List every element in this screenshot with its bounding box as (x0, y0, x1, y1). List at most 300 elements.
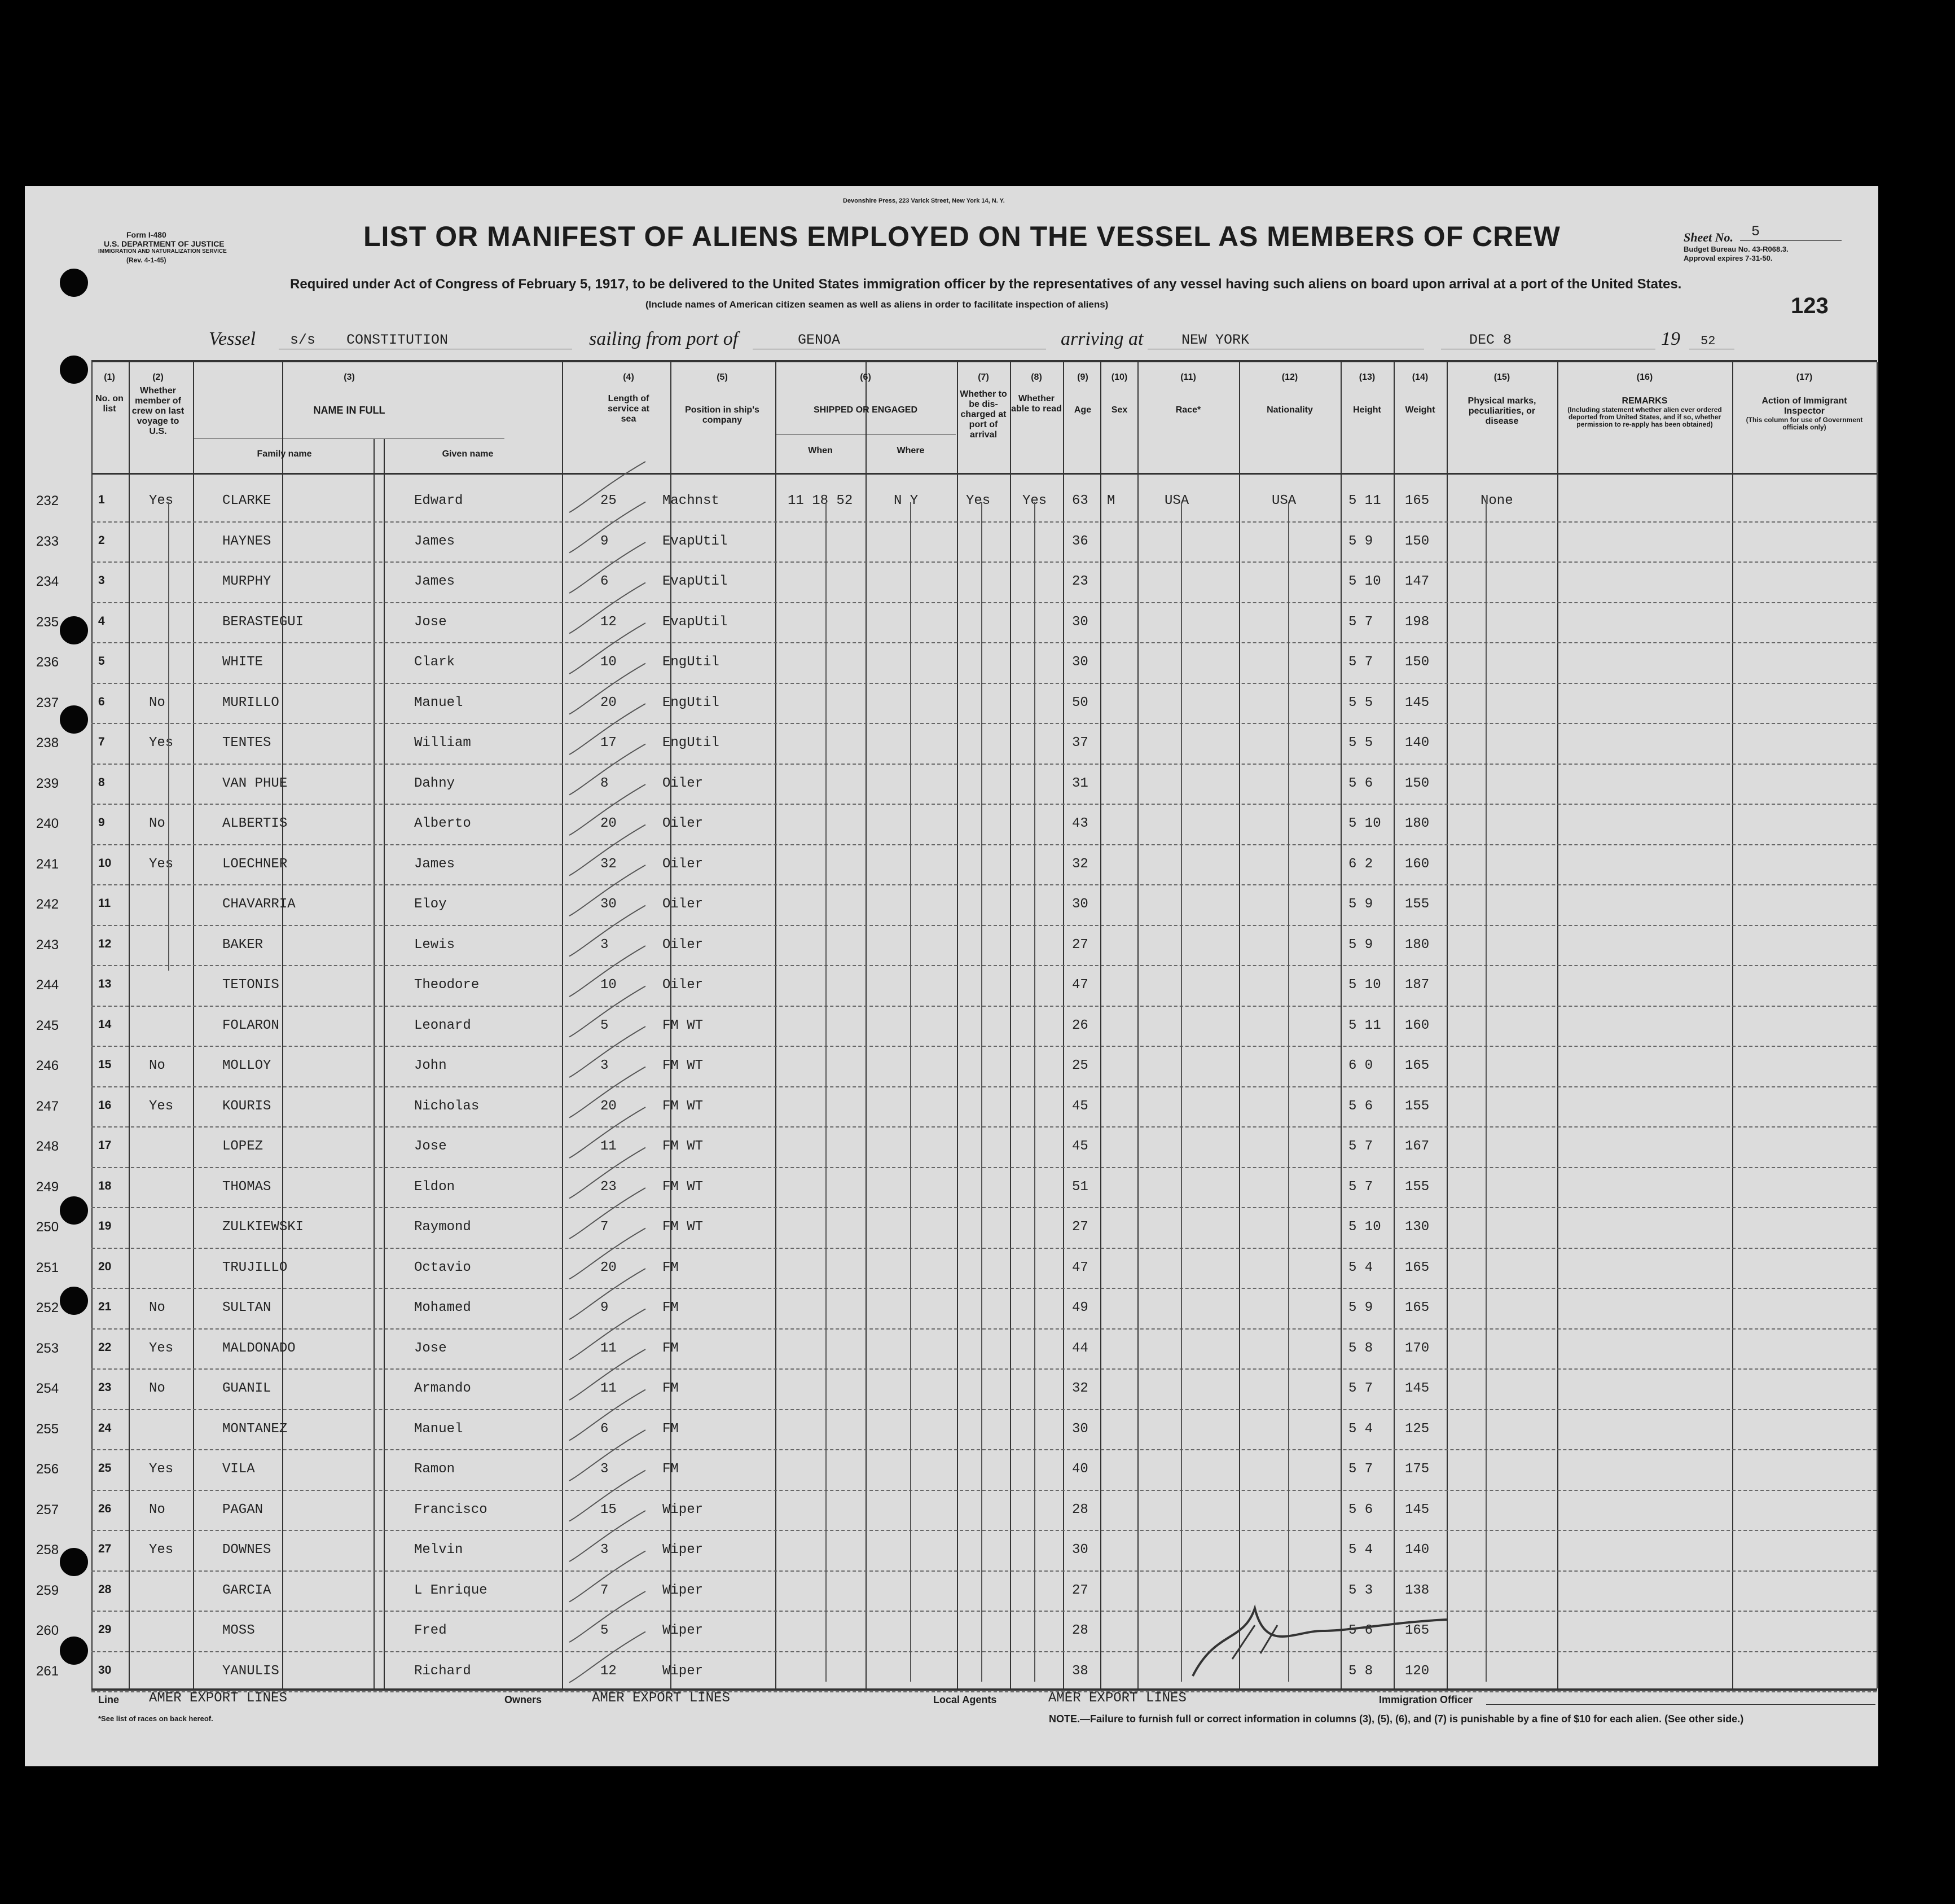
col-17-number: (17) (1796, 372, 1813, 382)
cell-family: TENTES (222, 735, 271, 751)
cell-given: Mohamed (414, 1300, 471, 1315)
cell-where: N Y (894, 493, 919, 508)
cell-position: FM WT (662, 1219, 704, 1235)
cell-seq: 234 (36, 574, 59, 589)
cell-family: FOLARON (222, 1017, 279, 1033)
handwritten-marks (25, 186, 1878, 1766)
cell-seq: 241 (36, 856, 59, 872)
cell-family: BERASTEGUI (222, 614, 304, 630)
cell-position: FM (662, 1300, 679, 1315)
cell-age: 27 (1072, 1219, 1088, 1235)
cell-no: 8 (98, 775, 105, 789)
cell-age: 45 (1072, 1139, 1088, 1154)
cell-seq: 254 (36, 1381, 59, 1396)
cell-given: Francisco (414, 1502, 487, 1517)
cell-last: No (149, 816, 165, 831)
cell-height: 5 7 (1348, 614, 1373, 630)
col-9-number: (9) (1077, 372, 1088, 382)
cell-position: Oiler (662, 977, 704, 993)
cell-no: 3 (98, 574, 105, 587)
cell-height: 5 8 (1348, 1340, 1373, 1356)
cell-no: 30 (98, 1663, 112, 1677)
cell-age: 30 (1072, 614, 1088, 630)
cell-age: 30 (1072, 1542, 1088, 1558)
cell-height: 5 10 (1348, 1219, 1381, 1235)
cell-family: BAKER (222, 937, 263, 953)
cell-weight: 187 (1405, 977, 1430, 993)
cell-seq: 258 (36, 1542, 59, 1558)
cell-age: 44 (1072, 1340, 1088, 1356)
cell-height: 6 2 (1348, 856, 1373, 872)
cell-service: 3 (600, 1462, 609, 1477)
cell-last: Yes (149, 1542, 174, 1558)
cell-no: 7 (98, 735, 105, 748)
checkmark-strokes (169, 462, 1486, 1683)
col-5-label: Position in ship's company (685, 405, 759, 425)
cell-family: TETONIS (222, 977, 279, 993)
cell-no: 27 (98, 1542, 112, 1555)
cell-family: MONTANEZ (222, 1421, 288, 1437)
cell-position: Oiler (662, 775, 704, 791)
cell-service: 15 (600, 1502, 617, 1517)
year-prefix: 19 (1661, 328, 1680, 349)
cell-last: Yes (149, 1098, 174, 1114)
col-12-label: Nationality (1267, 405, 1313, 415)
cell-no: 18 (98, 1179, 112, 1192)
cell-weight: 145 (1405, 695, 1430, 710)
officer-line (1486, 1704, 1875, 1705)
col-13-number: (13) (1359, 372, 1376, 382)
cell-service: 7 (600, 1582, 609, 1598)
sheet-number: 5 (1751, 223, 1760, 240)
cell-seq: 238 (36, 735, 59, 751)
col-1-number: (1) (104, 372, 115, 382)
cell-service: 11 (600, 1139, 617, 1154)
cell-given: Eloy (414, 897, 447, 912)
cell-no: 11 (98, 897, 111, 910)
cell-no: 2 (98, 533, 105, 547)
vessel-label: Vessel (209, 328, 256, 349)
cell-last: Yes (149, 735, 174, 751)
cell-service: 7 (600, 1219, 609, 1235)
arrival-date: DEC 8 (1469, 332, 1512, 348)
cell-given: Jose (414, 614, 447, 630)
cell-last: No (149, 695, 165, 710)
cell-position: FM (662, 1340, 679, 1356)
cell-weight: 165 (1405, 1260, 1430, 1275)
cell-family: THOMAS (222, 1179, 271, 1195)
cell-given: Dahny (414, 775, 455, 791)
given-name-header: Given name (442, 449, 494, 459)
cell-age: 30 (1072, 655, 1088, 670)
cell-no: 17 (98, 1139, 112, 1152)
cell-age: 23 (1072, 574, 1088, 589)
cell-no: 12 (98, 937, 112, 950)
cell-seq: 232 (36, 493, 59, 508)
form-revision: (Rev. 4-1-45) (126, 256, 166, 264)
col-16-number: (16) (1636, 372, 1653, 382)
col-8-number: (8) (1031, 372, 1042, 382)
cell-family: ZULKIEWSKI (222, 1219, 304, 1235)
cell-service: 9 (600, 1300, 609, 1315)
tally-stroke (569, 1471, 645, 1521)
cell-given: L Enrique (414, 1582, 487, 1598)
col-14-label: Weight (1405, 405, 1435, 415)
cell-service: 23 (600, 1179, 617, 1195)
cell-height: 5 7 (1348, 1139, 1373, 1154)
cell-weight: 180 (1405, 937, 1430, 953)
cell-weight: 155 (1405, 1179, 1430, 1195)
cell-age: 27 (1072, 1582, 1088, 1598)
col-3-label: NAME IN FULL (313, 405, 385, 416)
cell-given: James (414, 533, 455, 549)
cell-position: EvapUtil (662, 574, 728, 589)
cell-seq: 252 (36, 1300, 59, 1315)
cell-height: 5 10 (1348, 816, 1381, 831)
tally-stroke (569, 1229, 645, 1279)
col-7-label: Whether to be dis-charged at port of arrival (960, 389, 1007, 440)
cell-family: WHITE (222, 655, 263, 670)
cell-height: 5 10 (1348, 977, 1381, 993)
cell-position: Machnst (662, 493, 719, 508)
cell-family: DOWNES (222, 1542, 271, 1558)
cell-position: FM WT (662, 1098, 704, 1114)
cell-weight: 155 (1405, 897, 1430, 912)
cell-position: Oiler (662, 897, 704, 912)
cell-height: 5 9 (1348, 897, 1373, 912)
cell-seq: 240 (36, 816, 59, 831)
tally-stroke (569, 542, 645, 593)
cell-seq: 251 (36, 1260, 59, 1275)
cell-no: 21 (98, 1300, 112, 1313)
cell-nationality: USA (1272, 493, 1297, 508)
cell-position: FM (662, 1462, 679, 1477)
arrival-port: NEW YORK (1181, 332, 1250, 348)
col-13-label: Height (1353, 405, 1381, 415)
cell-position: Wiper (662, 1582, 704, 1598)
cell-position: EngUtil (662, 655, 719, 670)
printer-line: Devonshire Press, 223 Varick Street, New York 14, N. Y. (843, 198, 1005, 204)
cell-seq: 261 (36, 1663, 59, 1679)
cell-age: 32 (1072, 856, 1088, 872)
cell-weight: 150 (1405, 655, 1430, 670)
cell-height: 5 11 (1348, 1017, 1381, 1033)
cell-height: 5 9 (1348, 1300, 1373, 1315)
cell-service: 20 (600, 1098, 617, 1114)
cell-given: Theodore (414, 977, 480, 993)
cell-no: 26 (98, 1502, 112, 1515)
owners-label: Owners (504, 1694, 542, 1705)
cell-height: 5 7 (1348, 655, 1373, 670)
col-11-number: (11) (1180, 372, 1196, 382)
cell-age: 28 (1072, 1502, 1088, 1517)
cell-seq: 253 (36, 1340, 59, 1356)
cell-height: 5 4 (1348, 1421, 1373, 1437)
cell-height: 5 10 (1348, 574, 1381, 589)
col-2-number: (2) (152, 372, 164, 382)
cell-height: 5 5 (1348, 695, 1373, 710)
cell-last: No (149, 1381, 165, 1396)
cell-seq: 246 (36, 1058, 59, 1073)
cell-given: Jose (414, 1340, 447, 1356)
col-12-number: (12) (1281, 372, 1298, 382)
cell-when: 11 18 52 (788, 493, 853, 508)
cell-given: Edward (414, 493, 463, 508)
cell-service: 5 (600, 1017, 609, 1033)
cell-given: James (414, 856, 455, 872)
where-header: Where (897, 446, 925, 455)
tally-stroke (569, 1107, 645, 1158)
cell-seq: 260 (36, 1623, 59, 1638)
cell-given: Octavio (414, 1260, 471, 1275)
arrival-year: 52 (1701, 334, 1716, 348)
cell-last: Yes (149, 493, 174, 508)
cell-age: 47 (1072, 1260, 1088, 1275)
cell-family: ALBERTIS (222, 816, 288, 831)
cell-service: 11 (600, 1381, 617, 1396)
cell-given: Ramon (414, 1462, 455, 1477)
cell-no: 1 (98, 493, 105, 506)
cell-last: Yes (149, 1340, 174, 1356)
cell-age: 45 (1072, 1098, 1088, 1114)
cell-given: Manuel (414, 1421, 463, 1437)
col-11-label: Race* (1175, 405, 1201, 415)
cell-height: 5 9 (1348, 937, 1373, 953)
cell-position: FM (662, 1260, 679, 1275)
cell-service: 10 (600, 977, 617, 993)
sailing-label: sailing from port of (589, 328, 739, 349)
col-4-number: (4) (623, 372, 634, 382)
cell-family: CLARKE (222, 493, 271, 508)
cell-service: 30 (600, 897, 617, 912)
when-header: When (808, 446, 833, 455)
tally-stroke (569, 664, 645, 714)
cell-service: 3 (600, 1542, 609, 1558)
cell-seq: 245 (36, 1017, 59, 1033)
cell-family: KOURIS (222, 1098, 271, 1114)
cell-service: 25 (600, 493, 617, 508)
col-2-label: Whether member of crew on last voyage to U.S. (131, 386, 184, 436)
cell-position: FM (662, 1381, 679, 1396)
cell-position: Oiler (662, 937, 704, 953)
cell-weight: 140 (1405, 1542, 1430, 1558)
cell-weight: 170 (1405, 1340, 1430, 1356)
cell-weight: 140 (1405, 735, 1430, 751)
cell-given: Melvin (414, 1542, 463, 1558)
cell-last: Yes (149, 856, 174, 872)
cell-service: 3 (600, 937, 609, 953)
cell-given: Nicholas (414, 1098, 480, 1114)
cell-position: FM WT (662, 1179, 704, 1195)
cell-family: MOLLOY (222, 1058, 271, 1073)
cell-service: 5 (600, 1623, 609, 1638)
cell-service: 10 (600, 655, 617, 670)
service-name: IMMIGRATION AND NATURALIZATION SERVICE (98, 248, 227, 255)
cell-service: 12 (600, 614, 617, 630)
cell-weight: 145 (1405, 1502, 1430, 1517)
cell-family: TRUJILLO (222, 1260, 288, 1275)
cell-position: FM WT (662, 1017, 704, 1033)
tally-stroke (569, 502, 645, 553)
col-5-number: (5) (717, 372, 728, 382)
tally-stroke (569, 784, 645, 835)
cell-given: Richard (414, 1663, 471, 1679)
tally-stroke (569, 1269, 645, 1319)
cell-height: 5 9 (1348, 533, 1373, 549)
cell-weight: 175 (1405, 1462, 1430, 1477)
inspector-signature (1193, 1608, 1447, 1676)
cell-age: 63 (1072, 493, 1088, 508)
cell-family: LOPEZ (222, 1139, 263, 1154)
agents-value: AMER EXPORT LINES (1048, 1691, 1187, 1706)
cell-position: EvapUtil (662, 533, 728, 549)
cell-service: 12 (600, 1663, 617, 1679)
cell-age: 49 (1072, 1300, 1088, 1315)
budget-bureau: Budget Bureau No. 43-R068.3. (1684, 245, 1789, 253)
cell-age: 30 (1072, 1421, 1088, 1437)
cell-seq: 237 (36, 695, 59, 710)
cell-position: Oiler (662, 816, 704, 831)
cell-height: 5 5 (1348, 735, 1373, 751)
cell-height: 6 0 (1348, 1058, 1373, 1073)
cell-family: VAN PHUE (222, 775, 288, 791)
col-10-label: Sex (1111, 405, 1128, 415)
cell-seq: 250 (36, 1219, 59, 1235)
cell-seq: 244 (36, 977, 59, 993)
cell-no: 29 (98, 1623, 112, 1636)
cell-age: 27 (1072, 937, 1088, 953)
cell-given: Jose (414, 1139, 447, 1154)
cell-age: 37 (1072, 735, 1088, 751)
cell-height: 5 6 (1348, 775, 1373, 791)
cell-service: 32 (600, 856, 617, 872)
arriving-label: arriving at (1061, 328, 1144, 349)
cell-height: 5 7 (1348, 1462, 1373, 1477)
approval-expires: Approval expires 7-31-50. (1684, 254, 1773, 262)
stamp-number: 123 (1791, 293, 1829, 318)
cell-age: 51 (1072, 1179, 1088, 1195)
cell-no: 23 (98, 1381, 112, 1394)
cell-no: 6 (98, 695, 105, 708)
cell-seq: 242 (36, 897, 59, 912)
tally-stroke (569, 1430, 645, 1481)
col-15-number: (15) (1493, 372, 1510, 382)
col-15-label: Physical marks, peculiarities, or disease (1468, 396, 1536, 426)
cell-position: EvapUtil (662, 614, 728, 630)
cell-age: 47 (1072, 977, 1088, 993)
cell-given: John (414, 1058, 447, 1073)
tally-stroke (569, 623, 645, 674)
cell-given: Alberto (414, 816, 471, 831)
cell-age: 50 (1072, 695, 1088, 710)
cell-given: Fred (414, 1623, 447, 1638)
manifest-sheet (25, 186, 1878, 1766)
cell-last: No (149, 1502, 165, 1517)
tally-stroke (569, 1511, 645, 1561)
cell-seq: 236 (36, 655, 59, 670)
cell-family: MOSS (222, 1623, 255, 1638)
cell-family: HAYNES (222, 533, 271, 549)
col-10-number: (10) (1111, 372, 1128, 382)
cell-seq: 248 (36, 1139, 59, 1154)
cell-given: William (414, 735, 471, 751)
tally-stroke (569, 1026, 645, 1077)
cell-weight: 198 (1405, 614, 1430, 630)
cell-given: Leonard (414, 1017, 471, 1033)
cell-no: 10 (98, 856, 112, 870)
line-label: Line (98, 1694, 120, 1705)
cell-position: Wiper (662, 1663, 704, 1679)
cell-service: 20 (600, 1260, 617, 1275)
tally-stroke (569, 1148, 645, 1199)
cell-last: No (149, 1058, 165, 1073)
cell-family: LOECHNER (222, 856, 288, 872)
cell-last: No (149, 1300, 165, 1315)
cell-age: 40 (1072, 1462, 1088, 1477)
cell-no: 9 (98, 816, 105, 829)
cell-weight: 130 (1405, 1219, 1430, 1235)
cell-race: USA (1165, 493, 1189, 508)
cell-family: MURILLO (222, 695, 279, 710)
cell-family: PAGAN (222, 1502, 263, 1517)
cell-weight: 155 (1405, 1098, 1430, 1114)
cell-no: 15 (98, 1058, 112, 1071)
cell-no: 16 (98, 1098, 112, 1112)
cell-height: 5 6 (1348, 1623, 1373, 1638)
line-value: AMER EXPORT LINES (149, 1691, 287, 1706)
cell-service: 20 (600, 816, 617, 831)
cell-family: MURPHY (222, 574, 271, 589)
cell-weight: 125 (1405, 1421, 1430, 1437)
cell-weight: 150 (1405, 533, 1430, 549)
cell-no: 5 (98, 655, 105, 668)
cell-height: 5 11 (1348, 493, 1381, 508)
vessel-name: CONSTITUTION (346, 332, 449, 348)
cell-position: FM WT (662, 1058, 704, 1073)
cell-no: 24 (98, 1421, 112, 1434)
cell-seq: 243 (36, 937, 59, 953)
cell-height: 5 8 (1348, 1663, 1373, 1679)
department-name: U.S. DEPARTMENT OF JUSTICE (104, 239, 225, 248)
cell-age: 25 (1072, 1058, 1088, 1073)
cell-service: 6 (600, 574, 609, 589)
cell-position: Wiper (662, 1542, 704, 1558)
cell-given: Lewis (414, 937, 455, 953)
tally-stroke (569, 1632, 645, 1683)
cell-position: FM WT (662, 1139, 704, 1154)
cell-no: 4 (98, 614, 105, 628)
cell-seq: 239 (36, 775, 59, 791)
cell-seq: 235 (36, 614, 59, 630)
cell-age: 38 (1072, 1663, 1088, 1679)
tally-stroke (569, 704, 645, 754)
cell-service: 8 (600, 775, 609, 791)
cell-seq: 257 (36, 1502, 59, 1517)
departure-port: GENOA (798, 332, 841, 348)
tally-stroke (569, 1591, 645, 1642)
document-subtitle: Required under Act of Congress of February 5, 1917, to be delivered to the United States immigration officer by the representatives of any vessel having such aliens on board upon arrival at a port of the United States. (290, 277, 1682, 292)
col-6-number: (6) (860, 372, 871, 382)
cell-height: 5 3 (1348, 1582, 1373, 1598)
cell-weight: 120 (1405, 1663, 1430, 1679)
cell-position: Wiper (662, 1502, 704, 1517)
tally-stroke (569, 744, 645, 795)
cell-no: 22 (98, 1340, 112, 1354)
tally-stroke (569, 462, 645, 512)
cell-service: 20 (600, 695, 617, 710)
cell-age: 30 (1072, 897, 1088, 912)
cell-service: 9 (600, 533, 609, 549)
